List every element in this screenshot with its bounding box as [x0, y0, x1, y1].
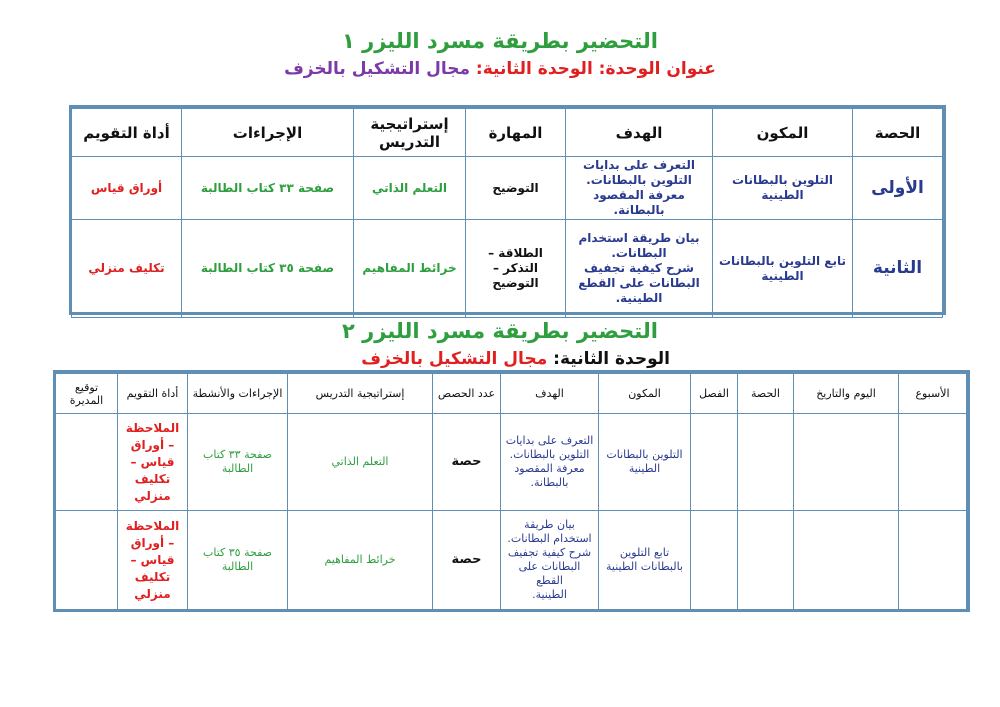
day-date-cell: [794, 511, 899, 610]
plan1-header-goal: الهدف: [566, 109, 713, 157]
count-cell: حصة: [433, 414, 501, 511]
component-cell: التلوين بالبطانات الطينية: [713, 157, 853, 220]
goal-line: البطانات على القطع: [518, 560, 581, 587]
plan1-unit-heading: [0, 58, 1000, 80]
tool-line: الملاحظة: [125, 420, 180, 435]
procedure-cell: صفحة ٣٥ كتاب الطالبة: [188, 511, 288, 610]
tool-line: الملاحظة: [125, 518, 180, 533]
plan1-title: التحضير بطريقة مسرد الليزر ١: [342, 29, 658, 53]
component-cell: التلوين بالبطانات الطينية: [599, 414, 691, 511]
plan2-header-goal: الهدف: [501, 374, 599, 414]
plan2-header-signature: توقيع المديرة: [56, 374, 118, 414]
plan2-header-lesson: الحصة: [738, 374, 794, 414]
goal-cell: [501, 511, 599, 610]
plan1-table-frame: [69, 105, 946, 315]
tool-cell: أوراق قياس: [72, 157, 182, 220]
plan1-header-strategy: إستراتيجية التدريس: [354, 109, 466, 157]
plan2-header-component: المكون: [599, 374, 691, 414]
tool-line: قياس –: [130, 454, 175, 469]
signature-cell: [56, 414, 118, 511]
procedure-cell: صفحة ٣٣ كتاب الطالبة: [188, 414, 288, 511]
count-cell: حصة: [433, 511, 501, 610]
goal-line: معرفة المقصود: [514, 462, 585, 475]
plan2-unit-value: مجال التشكيل بالخزف: [361, 349, 548, 369]
lesson-cell: [738, 414, 794, 511]
signature-cell: [56, 511, 118, 610]
plan2-unit-heading: [361, 348, 670, 370]
plan2-header-strategy: إستراتيجية التدريس: [288, 374, 433, 414]
table-row: [72, 157, 943, 220]
plan2-unit-label: الوحدة الثانية:: [553, 349, 670, 369]
tool-cell: [118, 414, 188, 511]
plan2-header-row: [56, 374, 967, 414]
plan1-header-row: [72, 109, 943, 157]
plan1-header-skill: المهارة: [466, 109, 566, 157]
plan1-unit-value: مجال التشكيل بالخزف: [284, 59, 470, 79]
skill-cell: التوضيح: [466, 157, 566, 220]
procedure-cell: صفحة ٣٣ كتاب الطالبة: [182, 157, 354, 220]
plan1-table: [71, 108, 943, 318]
goal-line: الطينية.: [615, 291, 663, 305]
plan2-header-procedure: الإجراءات والأنشطة: [188, 374, 288, 414]
goal-line: التلوين بالبطانات.: [586, 173, 692, 187]
goal-line: التعرف على بدايات: [505, 434, 594, 447]
tool-line: منزلي: [134, 586, 171, 601]
lesson-cell: [738, 511, 794, 610]
goal-line: شرح كيفية تجفيف: [507, 546, 592, 559]
goal-line: استخدام البطانات.: [507, 532, 592, 545]
tool-line: – أوراق: [130, 535, 175, 550]
plan2-header-week: الأسبوع: [899, 374, 967, 414]
strategy-cell: التعلم الذاتي: [288, 414, 433, 511]
plan2-header-count: عدد الحصص: [433, 374, 501, 414]
goal-line: بيان طريقة: [524, 518, 575, 531]
goal-line: البطانات.: [611, 246, 667, 260]
lesson-cell: الثانية: [853, 220, 943, 318]
plan2-header-day-date: اليوم والتاريخ: [794, 374, 899, 414]
goal-line: الطينية.: [532, 588, 567, 601]
component-cell: تابع التلوين بالبطانات الطينية: [713, 220, 853, 318]
plan1-header-procedure: الإجراءات: [182, 109, 354, 157]
goal-cell: [501, 414, 599, 511]
plan1-header-lesson: الحصة: [853, 109, 943, 157]
goal-line: البطانات على القطع: [578, 276, 700, 290]
goal-line: بيان طريقة استخدام: [578, 231, 700, 245]
plan2-header-class: الفصل: [691, 374, 738, 414]
tool-line: تكليف: [134, 471, 171, 486]
class-cell: [691, 414, 738, 511]
table-row: [56, 511, 967, 610]
goal-line: شرح كيفية تجفيف: [584, 261, 694, 275]
strategy-cell: التعلم الذاتي: [354, 157, 466, 220]
goal-cell: [566, 220, 713, 318]
tool-line: قياس –: [130, 552, 175, 567]
day-date-cell: [794, 414, 899, 511]
lesson-cell: الأولى: [853, 157, 943, 220]
goal-line: التلوين بالبطانات.: [509, 448, 590, 461]
tool-cell: تكليف منزلي: [72, 220, 182, 318]
table-row: [56, 414, 967, 511]
skill-cell: الطلاقة – التذكر – التوضيح: [466, 220, 566, 318]
goal-line: بالبطانة.: [530, 476, 569, 489]
week-cell: [899, 511, 967, 610]
class-cell: [691, 511, 738, 610]
plan1-unit-label: عنوان الوحدة: الوحدة الثانية:: [475, 59, 716, 79]
tool-line: منزلي: [134, 488, 171, 503]
plan1-header-component: المكون: [713, 109, 853, 157]
strategy-cell: خرائط المفاهيم: [288, 511, 433, 610]
tool-line: – أوراق: [130, 437, 175, 452]
table-row: [72, 220, 943, 318]
procedure-cell: صفحة ٣٥ كتاب الطالبة: [182, 220, 354, 318]
plan2-table-frame: [53, 370, 970, 612]
strategy-cell: خرائط المفاهيم: [354, 220, 466, 318]
tool-cell: [118, 511, 188, 610]
goal-line: التعرف على بدايات: [583, 158, 695, 172]
goal-cell: [566, 157, 713, 220]
plan2-header-tool: أداة التقويم: [118, 374, 188, 414]
component-cell: تابع التلوين بالبطانات الطينية: [599, 511, 691, 610]
tool-line: تكليف: [134, 569, 171, 584]
plan2-table: [55, 373, 967, 610]
plan1-header-tool: أداة التقويم: [72, 109, 182, 157]
plan2-title: التحضير بطريقة مسرد الليزر ٢: [342, 319, 658, 343]
week-cell: [899, 414, 967, 511]
goal-line: معرفة المقصود بالبطانة.: [593, 188, 685, 217]
